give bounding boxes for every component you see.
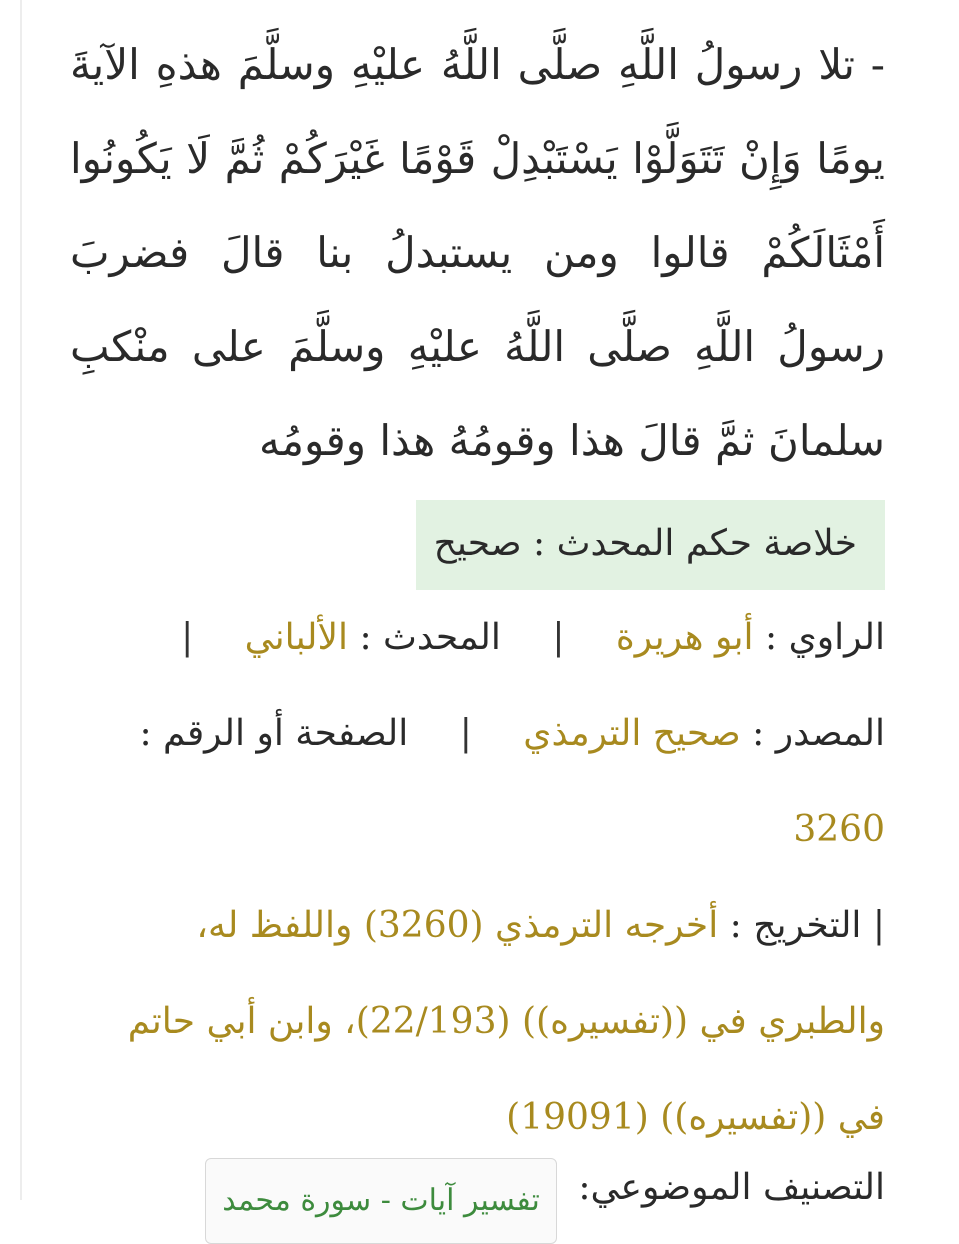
takhrij-value: أخرجه الترمذي (3260) واللفظ له، والطبري في ((تفسيره)) (22/193)، وابن أبي حاتم في ((تفسيره)) (19091): [127, 905, 885, 1138]
separator: |: [459, 713, 472, 754]
page-number-value: 3260: [793, 809, 885, 850]
narrator-label: الراوي :: [765, 617, 885, 658]
verdict-badge: خلاصة حكم المحدث : صحيح: [416, 500, 885, 590]
page-margin-rule: [20, 0, 22, 1200]
source-link[interactable]: صحيح الترمذي: [523, 713, 741, 754]
takhrij-label: التخريج :: [729, 905, 862, 946]
separator: |: [861, 905, 885, 946]
muhaddith-label: المحدث :: [359, 617, 501, 658]
hadith-text: - تلا رسولُ اللَّهِ صلَّى اللَّهُ عليْهِ وسلَّمَ هذهِ الآيةَ يومًا وَإِنْ تَتَوَلَّوْا يَسْتَبْدِلْ قَوْمًا غَيْرَكُمْ ثُمَّ لَا يَكُونُوا أَمْثَالَكُمْ قالوا ومن يستبدلُ بنا قالَ فضربَ رسولُ اللَّهِ صلَّى اللَّهُ عليْهِ وسلَّمَ على منْكبِ سلمانَ ثمَّ قالَ هذا وقومُهُ هذا وقومُه: [70, 40, 885, 465]
page-number-label: الصفحة أو الرقم :: [139, 713, 409, 754]
page-number-line: [70, 782, 885, 878]
category-chip[interactable]: تفسير آيات - سورة محمد: [205, 1158, 557, 1244]
separator: |: [181, 617, 194, 658]
narrator-line: [70, 590, 885, 686]
separator: |: [552, 617, 565, 658]
narrator-link[interactable]: أبو هريرة: [615, 617, 754, 658]
source-label: المصدر :: [752, 713, 885, 754]
hadith-card: [70, 18, 885, 1218]
category-label: التصنيف الموضوعي:: [578, 1167, 885, 1208]
takhrij-line: [70, 878, 885, 1166]
muhaddith-link[interactable]: الألباني: [244, 617, 349, 658]
category-line: [205, 1148, 885, 1244]
source-line: [70, 686, 885, 782]
